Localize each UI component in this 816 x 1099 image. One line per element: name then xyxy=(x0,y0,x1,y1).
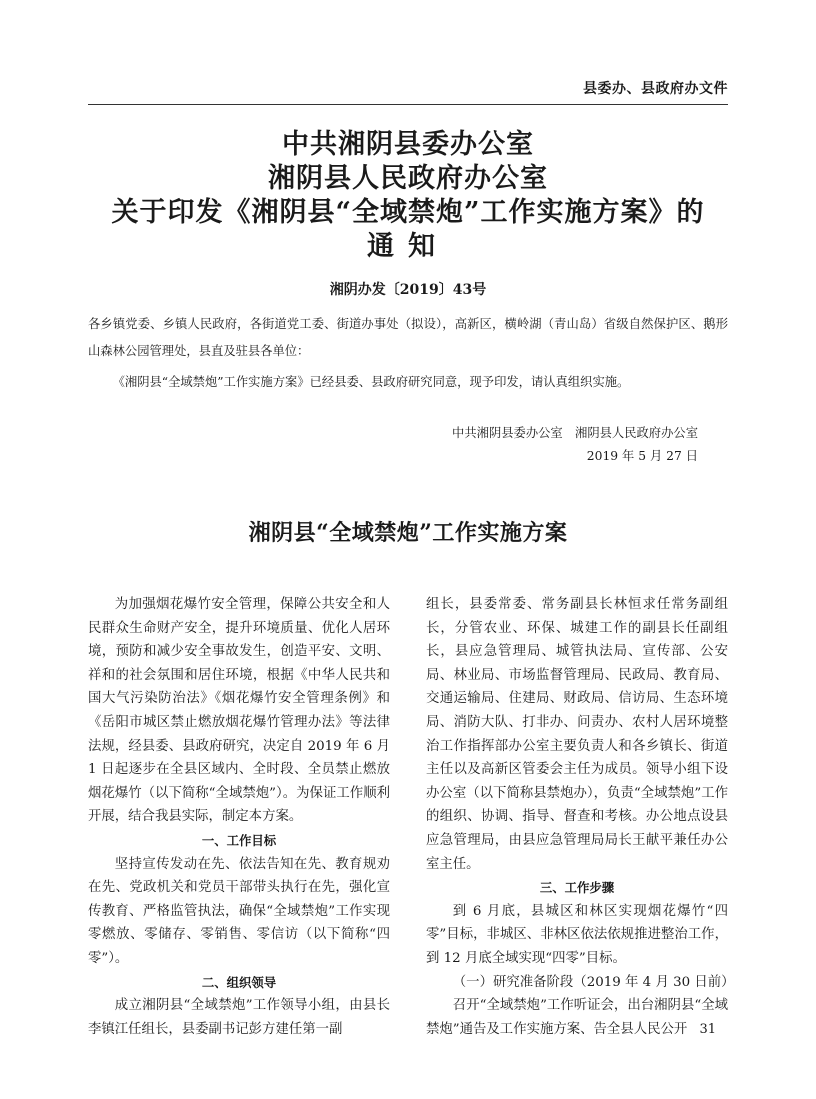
paragraph: 为加强烟花爆竹安全管理，保障公共安全和人民群众生命财产安全，提升环境质量、优化人居环境，预防和减少安全事故发生，创造平安、文明、祥和的社会氛围和居住环境，根据《中华人民共和国大气污染防治法》《烟花爆竹安全管理条例》和《岳阳市城区禁止燃放烟花爆竹管理办法》等法律法规，经县委、县政府研究，决定自 2019 年 6 月 1 日起逐步在全县区域内、全时段、全员禁止燃放烟花爆竹（以下简称“全域禁炮”）。为保证工作顺利开展，结合我县实际，制定本方案。 xyxy=(88,597,390,825)
paragraph: 到 6 月底，县城区和林区实现烟花爆竹“四零”目标，非城区、非林区依法依规推进整治工作，到 12 月底全域实现“四零”目标。 xyxy=(426,903,728,966)
title-line-2: 湘阴县人民政府办公室 xyxy=(268,163,548,194)
left-column xyxy=(88,593,390,1041)
sub-heading: （一）研究准备阶段（2019 年 4 月 30 日前） xyxy=(452,974,735,990)
title-line-4: 通知 xyxy=(367,231,449,262)
notice-title xyxy=(60,128,756,264)
section-heading: 三、工作步骤 xyxy=(539,880,615,896)
header-divider xyxy=(88,104,728,105)
paragraph: 坚持宣传发动在先、依法告知在先、教育规劝在先、党政机关和党员干部带头执行在先，强化宣传教育、严格监管执法，确保“全域禁炮”工作实现零燃放、零储存、零销售、零信访（以下简称“四零”）。 xyxy=(88,856,390,966)
document-number: 湘阴办发〔2019〕43号 xyxy=(329,282,487,298)
signature-organizations: 中共湘阴县委办公室 湘阴县人民政府办公室 xyxy=(452,426,698,440)
page-number: 31 xyxy=(699,1022,716,1037)
section-heading: 二、组织领导 xyxy=(201,974,277,990)
paragraph: 召开“全域禁炮”工作听证会，出台湘阴县“全域禁炮”通告及工作实施方案、告全县人民公开 xyxy=(426,998,728,1037)
right-column xyxy=(426,593,735,1041)
paragraph: 组长，县委常委、常务副县长林恒求任常务副组长，分管农业、环保、城建工作的副县长任副组长，县应急管理局、城管执法局、宣传部、公安局、林业局、市场监督管理局、民政局、教育局、交通运输局、住建局、财政局、信访局、生态环境局、消防大队、打非办、问责办、农村人居环境整治工作指挥部办公室主要负责人和各乡镇长、街道主任以及高新区管委会主任为成员。领导小组下设办公室（以下简称县禁炮办），负责“全域禁炮”工作的组织、协调、指导、督查和考核。办公地点设县应急管理局，由县应急管理局局长王献平兼任办公室主任。 xyxy=(426,597,728,872)
paragraph: 成立湘阴县“全域禁炮”工作领导小组，由县长李镇江任组长，县委副书记彭方建任第一副 xyxy=(88,998,390,1037)
title-line-3: 关于印发《湘阴县“全域禁炮”工作实施方案》的 xyxy=(111,197,705,228)
plan-title: 湘阴县“全域禁炮”工作实施方案 xyxy=(248,520,568,546)
notice-body: 《湘阴县“全域禁炮”工作实施方案》已经县委、县政府研究同意，现予印发，请认真组织实施。 xyxy=(112,375,630,389)
section-heading: 一、工作目标 xyxy=(201,832,277,848)
running-header: 县委办、县政府办文件 xyxy=(583,81,728,97)
title-line-1: 中共湘阴县委办公室 xyxy=(282,129,534,160)
signature-date: 2019 年 5 月 27 日 xyxy=(586,449,698,463)
recipients: 各乡镇党委、乡镇人民政府，各街道党工委、街道办事处（拟设），高新区，横岭湖（青山岛）省级自然保护区、鹅形山森林公园管理处，县直及驻县各单位： xyxy=(88,317,728,358)
